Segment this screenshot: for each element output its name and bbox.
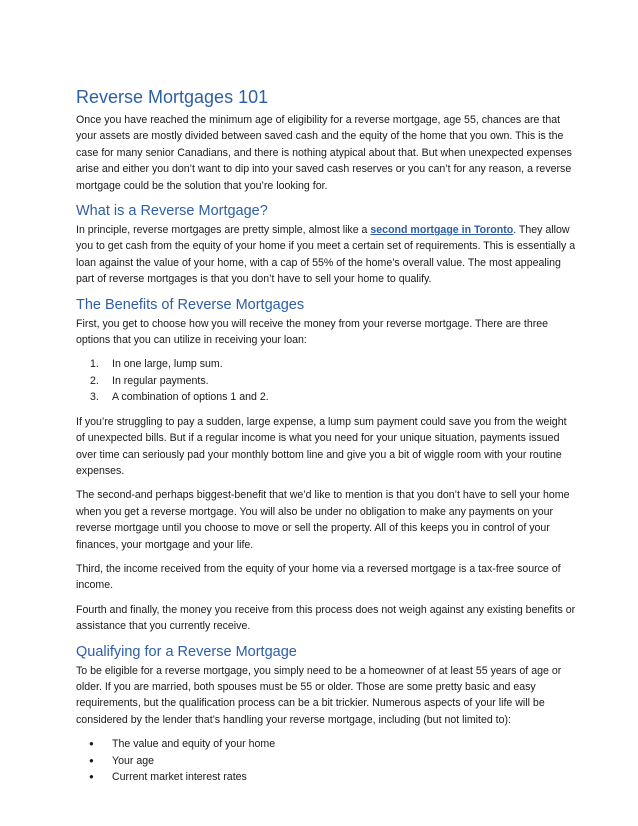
list-number: 1.	[90, 358, 99, 371]
what-is-text-start: In principle, reverse mortgages are pretty simple, almost like a	[76, 224, 371, 237]
benefits-paragraph-5: Fourth and finally, the money you receive from this process does not weigh against any existing benefits or assistance that you currently receive.	[76, 603, 576, 633]
list-number: 2.	[90, 374, 99, 387]
bullet-icon: ●	[89, 739, 94, 749]
section-heading-what-is: What is a Reverse Mortgage?	[76, 203, 268, 220]
what-is-text-end: . They allow you to get cash from the equity of your home if you meet a certain set of requirements. This is essentially a loan against the value of your home, with a cap of 55% of the home’s overall value. The most appealing part of reverse mortgages is that you don’t have to sell your home to qualify.	[76, 224, 576, 286]
list-item	[76, 389, 578, 405]
payment-options-list	[76, 356, 578, 405]
benefits-paragraph-1: First, you get to choose how you will receive the money from your reverse mortgage. There are three options that you can utilize in receiving your loan:	[76, 317, 549, 347]
list-item	[76, 769, 578, 785]
list-item	[76, 753, 578, 769]
list-item	[76, 736, 578, 752]
benefits-paragraph-4: Third, the income received from the equity of your home via a reversed mortgage is a tax-free source of income.	[76, 562, 561, 592]
benefits-paragraph-3: The second-and perhaps biggest-benefit that we’d like to mention is that you don’t have to sell your home when you get a reverse mortgage. You will also be under no obligation to make any payments on your reverse mortgage until you choose to move or sell the property. All of this keeps you in control of your finances, your mortgage and your life.	[76, 489, 570, 551]
second-mortgage-toronto-link[interactable]: second mortgage in Toronto	[370, 224, 514, 237]
list-item-text: A combination of options 1 and 2.	[112, 391, 269, 404]
qualifying-paragraph: To be eligible for a reverse mortgage, you simply need to be a homeowner of at least 55 years of age or older. If you are married, both spouses must be 55 or older. Those are some pretty basic and easy requirements, but the qualification process can be a bit trickier. Numerous aspects of your life will be considered by the lender that’s handling your reverse mortgage, including (but not limited to):	[76, 664, 562, 726]
list-number: 3.	[90, 391, 99, 404]
list-item-text: In regular payments.	[112, 374, 209, 387]
qualification-factors-list	[76, 736, 578, 785]
list-item-text: Current market interest rates	[112, 771, 247, 783]
section-heading-qualifying: Qualifying for a Reverse Mortgage	[76, 643, 297, 660]
list-item	[76, 373, 578, 389]
list-item	[76, 356, 578, 372]
benefits-paragraph-2: If you’re struggling to pay a sudden, large expense, a lump sum payment could save you from the weight of unexpected bills. But if a regular income is what you need for your unique situation, payments issued over time can seriously pad your monthly bottom line and give you a bit of wiggle room with your routine expenses.	[76, 415, 567, 477]
bullet-icon: ●	[89, 772, 94, 781]
list-item-text: Your age	[112, 754, 155, 767]
list-item-text: The value and equity of your home	[112, 738, 276, 751]
list-item-text: In one large, lump sum.	[112, 358, 223, 371]
section-heading-benefits: The Benefits of Reverse Mortgages	[76, 296, 305, 313]
bullet-icon: ●	[89, 755, 94, 765]
what-is-paragraph	[76, 222, 578, 288]
intro-paragraph: Once you have reached the minimum age of eligibility for a reverse mortgage, age 55, chances are that your assets are mostly divided between saved cash and the equity of the home that you own. This is the case for many senior Canadians, and there is nothing atypical about that. But when unexpected expenses arise and either you don’t want to dip into your saved cash reserves or you can’t for any reason, a reverse mortgage could be the solution that you’re looking for.	[76, 114, 572, 192]
document-title: Reverse Mortgages 101	[76, 87, 269, 107]
